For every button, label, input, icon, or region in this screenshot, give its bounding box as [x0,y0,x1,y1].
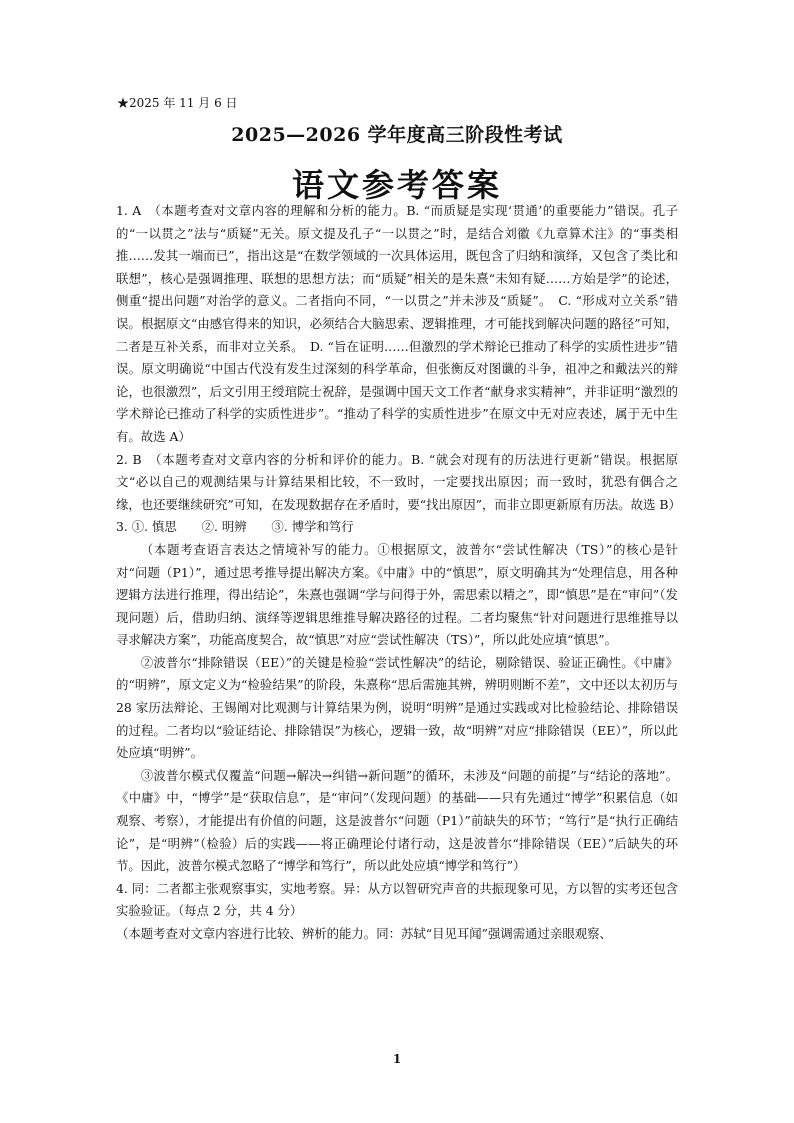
exam-title: 2025—2026 学年度高三阶段性考试 [231,124,563,146]
q3-explanation-1: （本题考查语言表达之情境补写的能力。①根据原文，波普尔“尝试性解决（TS）”的核心是针对“问题（P1）”，通过思考推导提出解决方案。《中庸》中的“慎思”，原文明确其为“处理信息，用各种逻辑方法进行推理，得出结论”，朱熹也强调“学与问得于外，需思索以精之”，即“慎思”是在“审问”（发现问题）后，借助归纳、演绎等逻辑思维推导解决路径的过程。二者均聚焦“针对问题进行思维推导以寻求解决方案”，功能高度契合，故“慎思”对应“尝试性解决（TS）”，所以此处应填“慎思”。 [116,541,678,648]
answer-q4: 4. 同：二者都主张观察事实，实地考察。异：从方以智研究声音的共振现象可见，方以智的实考还包含实验验证。（每点 2 分，共 4 分） [116,880,678,919]
document-title: 语文参考答案 [291,166,502,204]
q3-explanation-3: ③波普尔模式仅覆盖“问题→解决→纠错→新问题”的循环，未涉及“问题的前提”与“结论的落地”。《中庸》中，“博学”是“获取信息”，是“审问”（发现问题）的基础——只有先通过“博学”积累信息（如观察、考察），才能提出有价值的问题，这是波普尔“问题（P1）”前缺失的环节；“笃行”是“执行正确结论”，是“明辨”（检验）后的实践——将正确理论付诸行动，这是波普尔“排除错误（EE）”后缺失的环节。因此，波普尔模式忽略了“博学和笃行”，所以此处应填“博学和笃行”） [116,767,678,874]
answer-q1: 1. A （本题考查对文章内容的理解和分析的能力。B. “而质疑是实现‘贯通’的重要能力”错误。孔子的“一以贯之”法与“质疑”无关。原文提及孔子“一以贯之”时，是结合刘徽《九章算术注》的“事类相推……发其一端而已”，指出这是“在数学领域的一次具体运用，既包含了归纳和演绎，又包含了类比和联想”，核心是强调推理、联想的思想方法；而“质疑”相关的是朱熹“未知有疑……方始是学”的论述，侧重“提出问题”对治学的意义。二者指向不同，“一以贯之”并未涉及“质疑”。 C. “形成对立关系”错误。根据原文“由感官得来的知识，必须结合大脑思索、逻辑推理，才可能找到解决问题的路径”可知，二者是互补关系，而非对立关系。 D. “旨在证明……但激烈的学术辩论已推动了科学的实质性进步”错误。原文明确说“中国古代没有发生过深刻的科学革命，但张衡反对图谶的斗争，祖冲之和戴法兴的辩论，也很激烈”，后文引用王绶琯院士祝辞，是强调中国天文工作者“献身求实精神”，并非证明“激烈的学术辩论已推动了科学的实质性进步”。“推动了科学的实质性进步”在原文中无对应表述，属于无中生有。故选 A） [116,203,678,444]
answer-q2: 2. B （本题考查对文章内容的分析和评价的能力。B. “就会对现有的历法进行更新”错误。根据原文“必以自己的观测结果与计算结果相比较，不一致时，一定要找出原因；而一致时，犹恐有偶合之缘，也还要继续研究”可知，在发现数据存在矛盾时，要“找出原因”，而非立即更新原有历法。故选 B） [116,451,681,512]
answer-body [116,200,681,946]
document-date: ★2025 年 11 月 6 日 [117,96,238,110]
answer-q3: 3. ①. 慎思 ②. 明辨 ③. 博学和笃行 [116,519,354,535]
q4-explanation: （本题考查对文章内容进行比较、辨析的能力。同：苏轼“目见耳闻”强调需通过亲眼观察、 [116,926,612,941]
page-number: 1 [392,1052,402,1066]
q3-explanation-2: ②波普尔“排除错误（EE）”的关键是检验“尝试性解决”的结论，剔除错误、验证正确性。《中庸》的“明辨”，原文定义为“检验结果”的阶段，朱熹称“思后需施其辨，辨明则断不差”，文中还以太初历与 28 家历法辩论、王锡阐对比观测与计算结果为例，说明“明辨”是通过实践或对比检验结论、排除错误的过程。二者均以“验证结论、排除错误”为核心，逻辑一致，故“明辨”对应“排除错误（EE）”，所以此处应填“明辨”。 [116,654,678,761]
